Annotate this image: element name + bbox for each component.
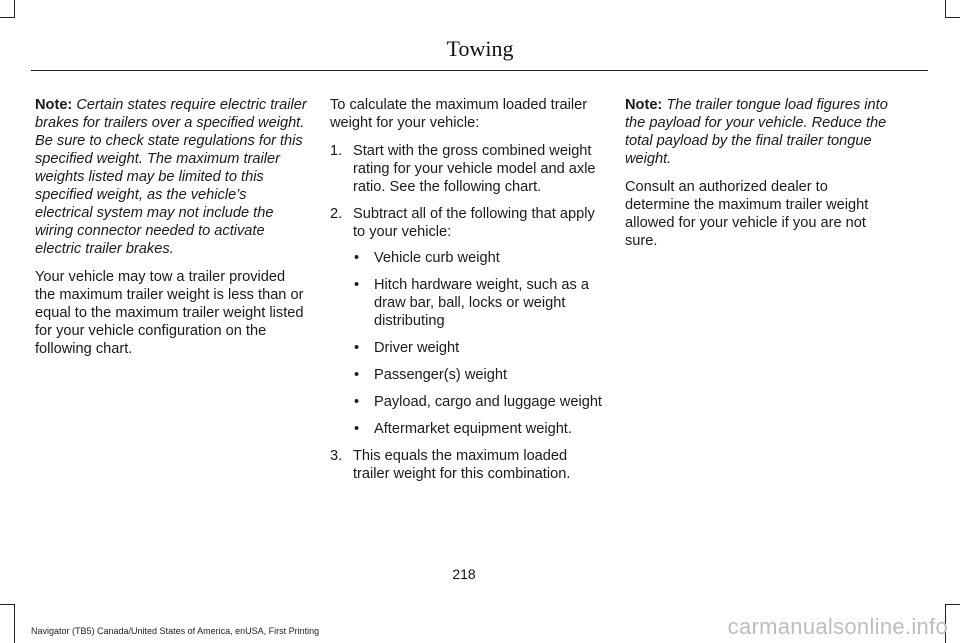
calculation-intro: To calculate the maximum loaded trailer weight for your vehicle: xyxy=(330,97,588,131)
note-text: Certain states require electric trailer brakes for trailers over a specified weight. Be sure to check state regulations for this specified weight. The maximum trailer weights listed may be limited to this specified weight, as the vehicle’s electrical system may not include the wiring connector needed to activate electric trailer brakes. xyxy=(35,97,307,257)
step-number: 2. xyxy=(330,206,343,222)
step-text: Subtract all of the following that apply to your vehicle: xyxy=(353,206,595,240)
header-divider xyxy=(31,70,928,71)
crop-mark xyxy=(946,17,960,18)
list-item: • Hitch hardware weight, such as a draw bar, ball, locks or weight distributing xyxy=(353,276,605,330)
note-text: The trailer tongue load figures into the payload for your vehicle. Reduce the total payload by the final trailer tongue weight. xyxy=(625,97,888,167)
step-number: 1. xyxy=(330,143,343,159)
page-number: 218 xyxy=(452,566,476,582)
column-middle xyxy=(330,96,605,492)
crop-mark xyxy=(0,604,14,605)
watermark: carmanualsonline.info xyxy=(727,614,948,639)
list-item: • Driver weight xyxy=(353,339,605,357)
publication-info: Navigator (TB5) Canada/United States of America, enUSA, First Printing xyxy=(31,626,320,636)
list-item: • Aftermarket equipment weight. xyxy=(353,420,605,438)
page-title: Towing xyxy=(446,36,514,61)
note-label: Note: xyxy=(35,97,73,113)
step-text: Start with the gross combined weight rating for your vehicle model and axle ratio. See the following chart. xyxy=(353,143,596,195)
subtract-list xyxy=(353,249,605,438)
column-right xyxy=(625,96,893,260)
crop-mark xyxy=(945,0,946,18)
list-item: • Payload, cargo and luggage weight xyxy=(353,393,605,411)
calculation-steps xyxy=(330,142,605,483)
note-electric-brakes xyxy=(35,96,307,258)
step-number: 3. xyxy=(330,448,343,464)
towing-paragraph: Your vehicle may tow a trailer provided the maximum trailer weight is less than or equal to the maximum trailer weight listed for your vehicle configuration on the following chart. xyxy=(35,269,304,357)
step-item xyxy=(330,447,605,483)
list-item: • Vehicle curb weight xyxy=(353,249,605,267)
step-text: This equals the maximum loaded trailer weight for this combination. xyxy=(353,448,571,482)
note-label: Note: xyxy=(625,97,663,113)
crop-mark xyxy=(0,17,14,18)
crop-mark xyxy=(946,604,960,605)
note-tongue-load xyxy=(625,96,893,168)
step-item xyxy=(330,142,605,196)
list-item: • Passenger(s) weight xyxy=(353,366,605,384)
step-item xyxy=(330,205,605,438)
crop-mark xyxy=(14,0,15,18)
column-left xyxy=(35,96,307,368)
dealer-paragraph: Consult an authorized dealer to determine the maximum trailer weight allowed for your vehicle if you are not sure. xyxy=(625,179,869,249)
crop-mark xyxy=(14,604,15,643)
